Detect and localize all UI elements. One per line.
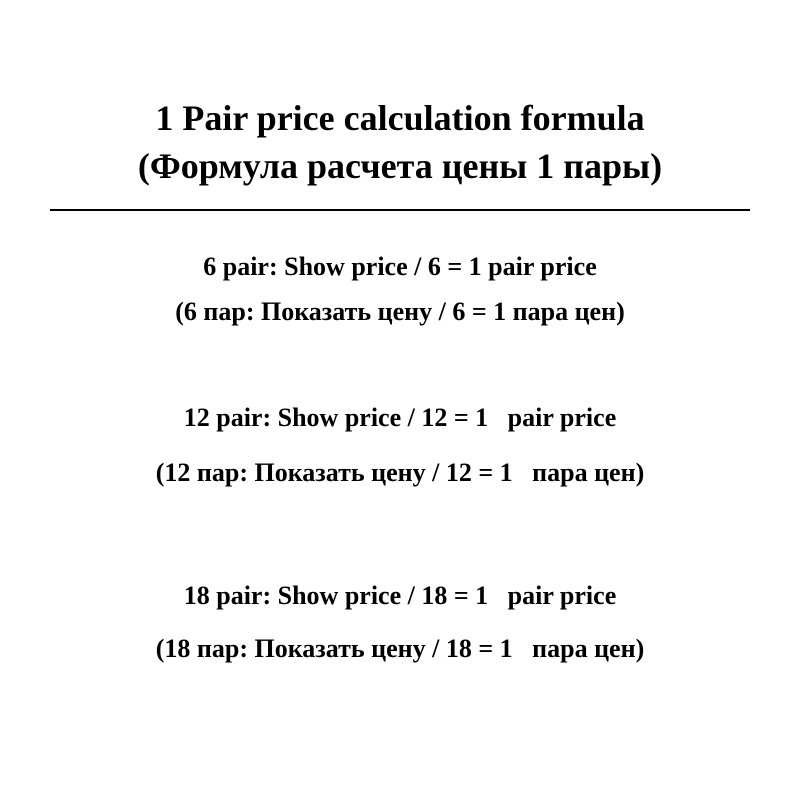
formula-12-pair-english: 12 pair: Show price / 12 = 1 pair price bbox=[183, 403, 617, 432]
formula-18-pair-english: 18 pair: Show price / 18 = 1 pair price bbox=[183, 581, 617, 610]
formula-6-pair-english: 6 pair: Show price / 6 = 1 pair price bbox=[203, 252, 597, 281]
title-russian: (Формула расчета цены 1 пары) bbox=[137, 146, 663, 186]
divider bbox=[50, 209, 750, 211]
formula-12-pair-russian: (12 пар: Показать цену / 12 = 1 пара цен) bbox=[155, 458, 645, 487]
formula-6-pair-russian: (6 пар: Показать цену / 6 = 1 пара цен) bbox=[175, 297, 625, 326]
formula-18-pair-russian: (18 пар: Показать цену / 18 = 1 пара цен) bbox=[155, 634, 645, 663]
title-english: 1 Pair price calculation formula bbox=[155, 98, 645, 138]
